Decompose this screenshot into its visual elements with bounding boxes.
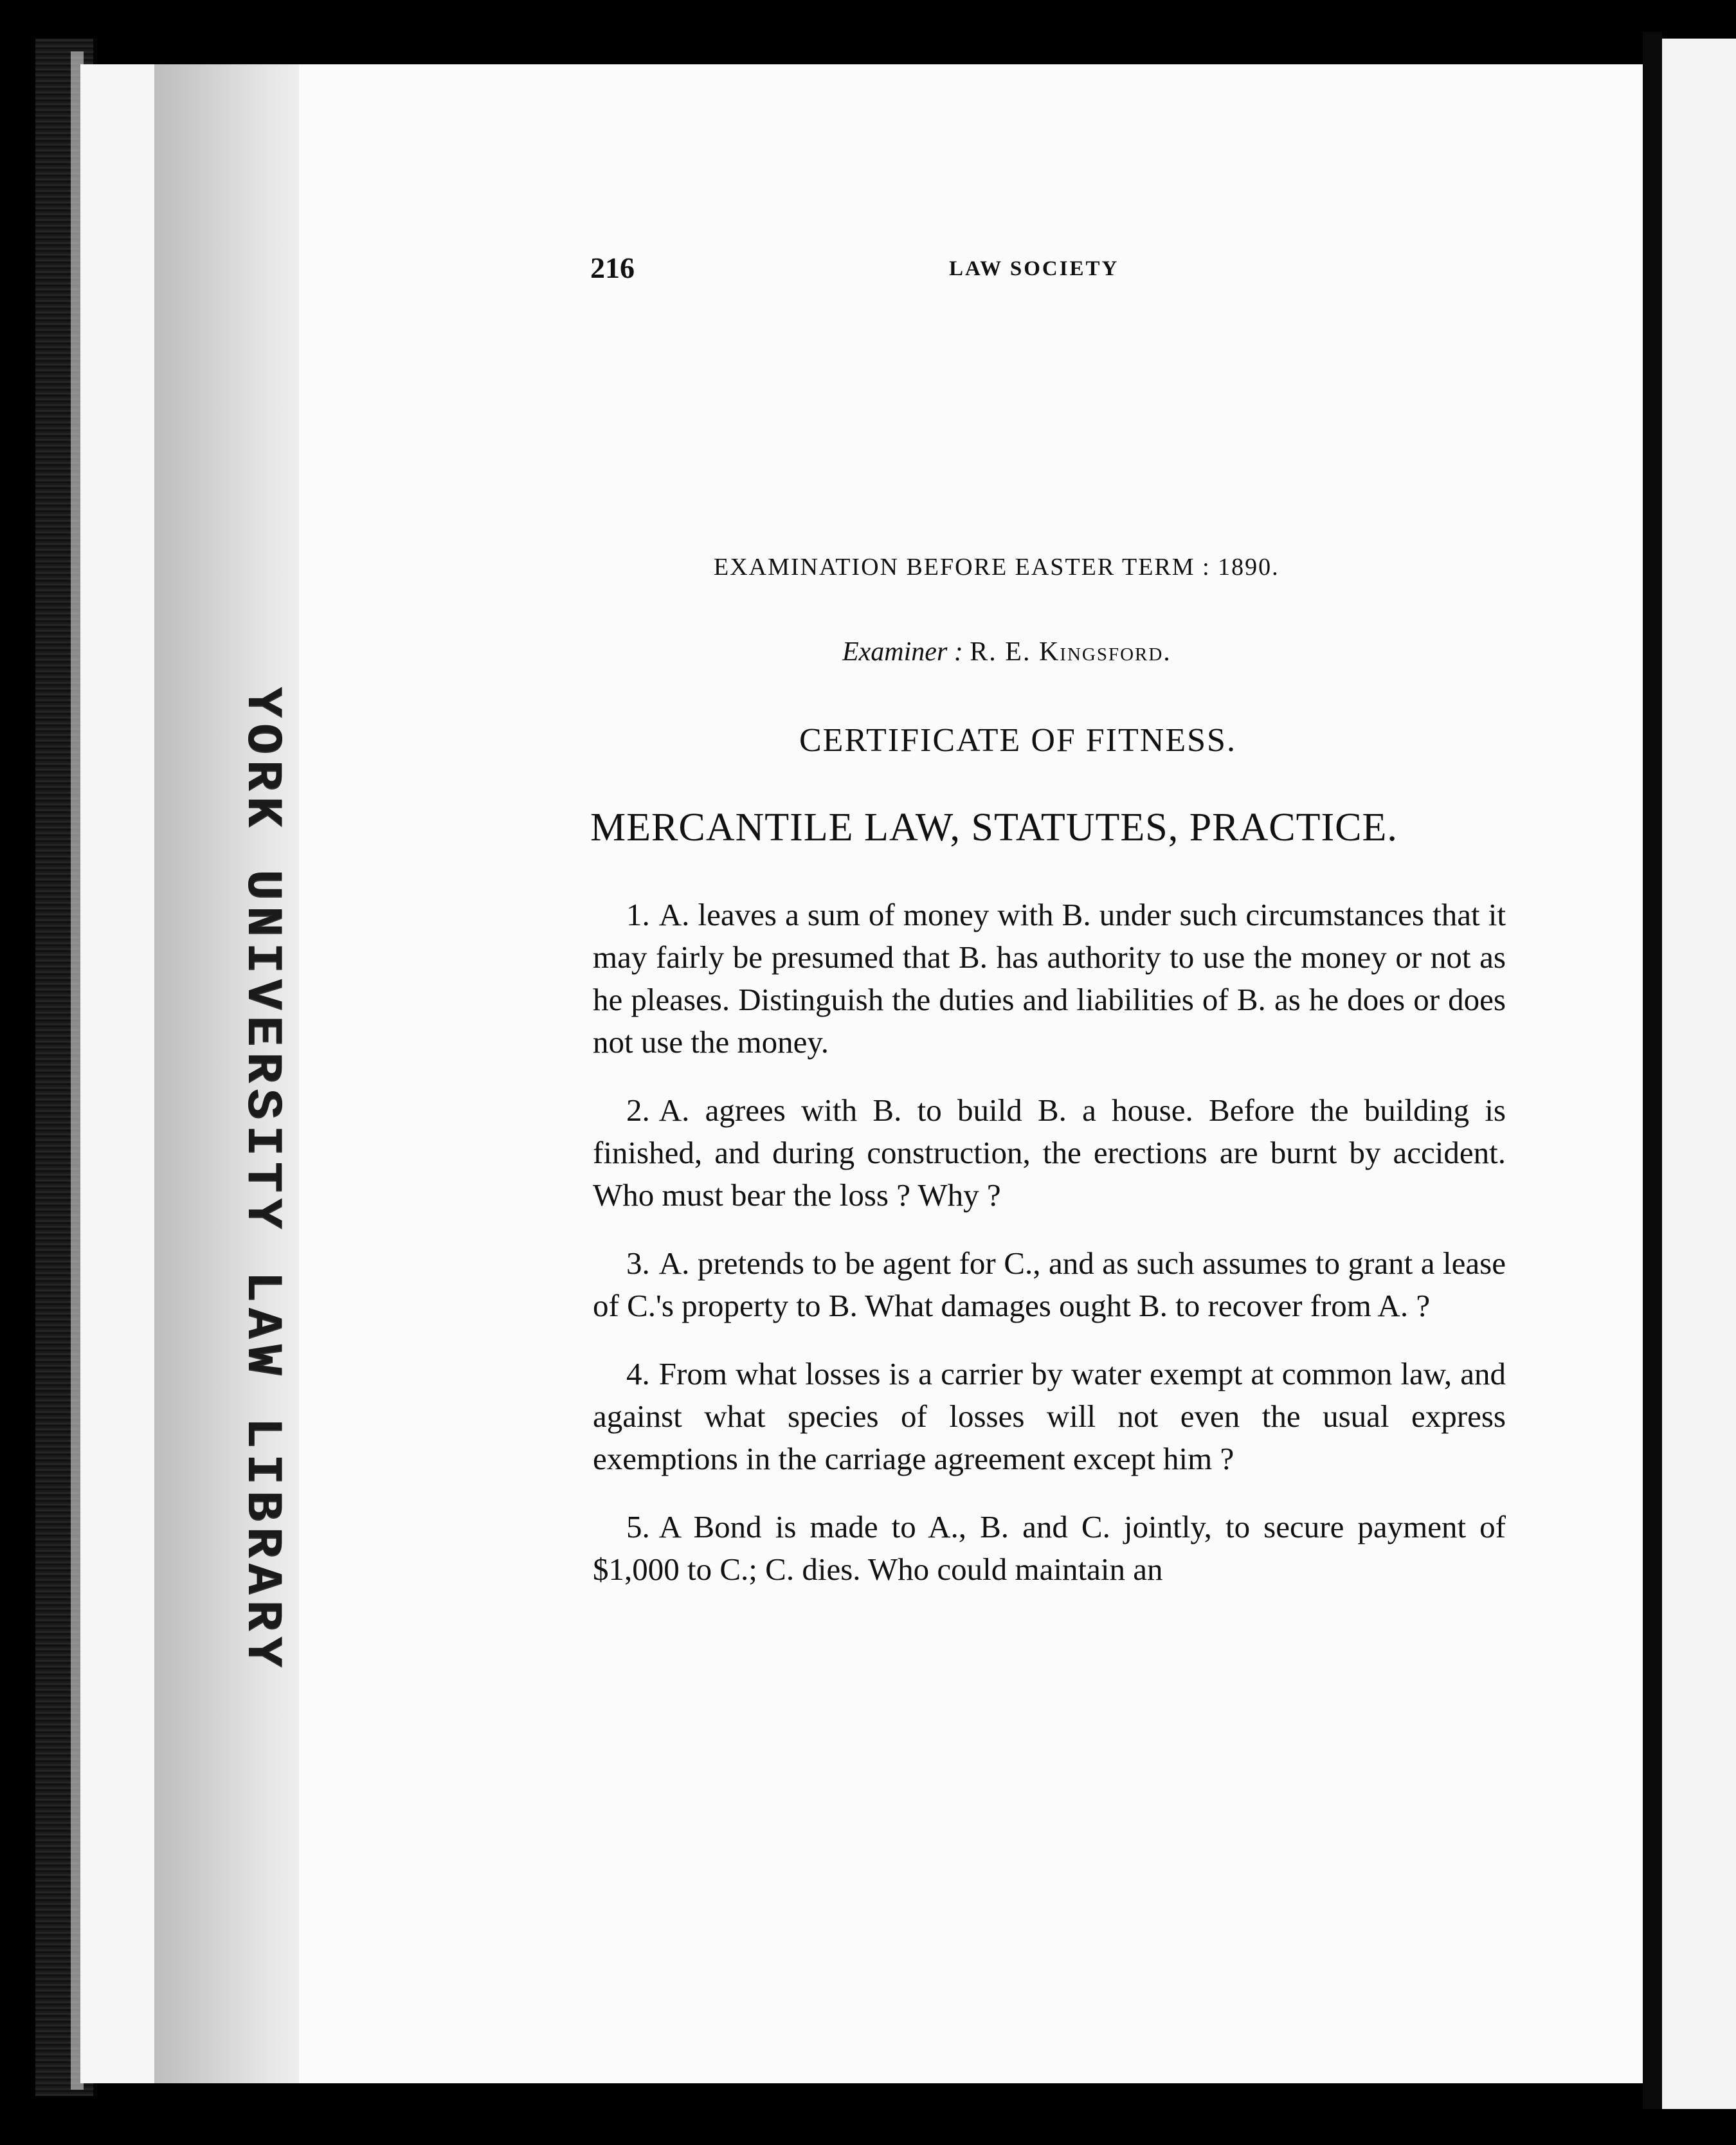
question-text: A. agrees with B. to build B. a house. Before the building is finished, and during construction, the erections are burnt by accident. Who must bear the loss ? Why ?: [593, 1092, 1506, 1213]
question-number: 3.: [626, 1245, 650, 1281]
facing-page-edge: [1643, 32, 1662, 2109]
question-text: From what losses is a carrier by water exempt at common law, and against what species of losses will not even the usual express exemptions in the carriage agreement except him ?: [593, 1356, 1506, 1476]
subject-title: MERCANTILE LAW, STATUTES, PRACTICE.: [590, 806, 1398, 849]
examiner-label: Examiner :: [842, 637, 963, 667]
exam-title: EXAMINATION BEFORE EASTER TERM : 1890.: [714, 554, 1279, 581]
facing-page: [1662, 39, 1736, 2109]
question-item: [593, 1089, 1506, 1217]
question-item: [593, 1242, 1506, 1327]
examiner-name: R. E. Kingsford.: [970, 637, 1171, 667]
certificate-title: CERTIFICATE OF FITNESS.: [799, 722, 1236, 759]
question-number: 1.: [626, 897, 650, 932]
library-stamp-text: YORK UNIVERSITY LAW LIBRARY: [233, 687, 290, 1673]
page-edge-strip: [80, 64, 154, 2083]
question-item: [593, 1506, 1506, 1591]
question-text: A. pretends to be agent for C., and as such assumes to grant a lease of C.'s property to B. What damages ought B. to recover from A. ?: [593, 1245, 1506, 1323]
library-stamp: [213, 687, 310, 1673]
examiner-line: [842, 637, 1171, 667]
question-item: [593, 894, 1506, 1063]
page-number: 216: [590, 251, 635, 284]
question-item: [593, 1353, 1506, 1480]
question-text: A. leaves a sum of money with B. under such circumstances that it may fairly be presumed that B. has authority to use the money or not as he pleases. Distinguish the duties and liabilities of B. as he does or does not use the money.: [593, 897, 1506, 1060]
question-text: A Bond is made to A., B. and C. jointly, to secure payment of $1,000 to C.; C. dies. Who could maintain an: [593, 1509, 1506, 1587]
running-head: LAW SOCIETY: [949, 257, 1119, 280]
questions-list: [593, 894, 1506, 1616]
question-number: 4.: [626, 1356, 650, 1391]
question-number: 5.: [626, 1509, 650, 1544]
page-header: [590, 251, 1233, 289]
question-number: 2.: [626, 1092, 650, 1128]
